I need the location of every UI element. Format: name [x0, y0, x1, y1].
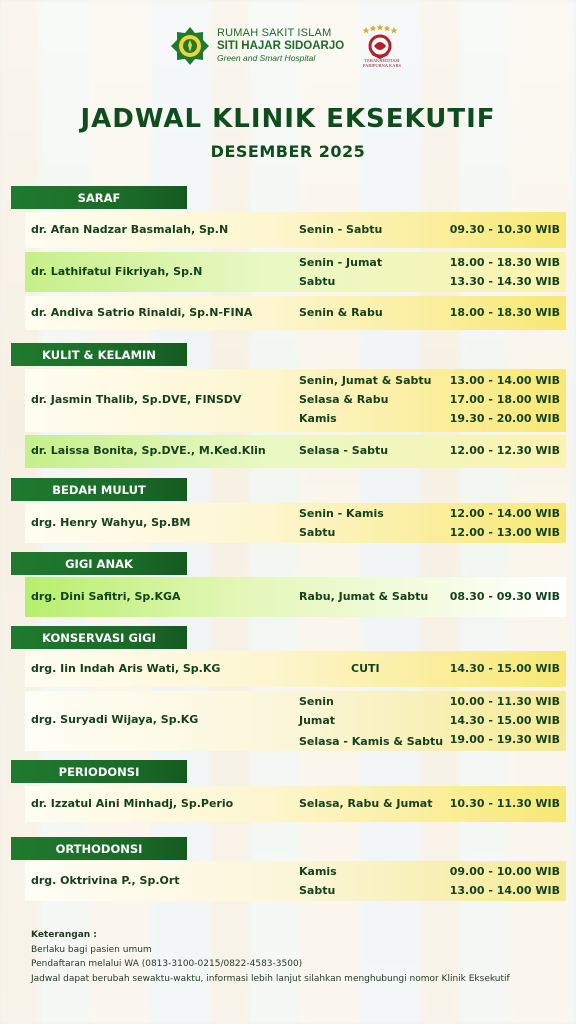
- schedule-row: [25, 296, 566, 330]
- schedule-day: Senin & Rabu: [299, 306, 383, 319]
- schedule-time: 12.00 - 13.00 WIB: [449, 526, 560, 539]
- schedule-time: 19.30 - 20.00 WIB: [449, 412, 560, 425]
- hospital-tagline: Green and Smart Hospital: [217, 53, 316, 63]
- notes-line: Berlaku bagi pasien umum: [31, 944, 152, 955]
- schedule-day: Senin - Jumat: [299, 256, 383, 269]
- page-title: JADWAL KLINIK EKSEKUTIF: [80, 104, 496, 134]
- doctor-name: dr. Andiva Satrio Rinaldi, Sp.N-FINA: [31, 306, 253, 319]
- schedule-day: Selasa - Sabtu: [299, 444, 389, 457]
- hospital-name-line1: RUMAH SAKIT ISLAM: [217, 27, 332, 39]
- schedule-row: [25, 212, 566, 248]
- schedule-row: [25, 369, 566, 432]
- schedule-day: Selasa & Rabu: [299, 393, 389, 406]
- schedule-time: 12.00 - 14.00 WIB: [449, 507, 560, 520]
- schedule-time: 14.30 - 15.00 WIB: [449, 714, 560, 727]
- doctor-name: dr. Jasmin Thalib, Sp.DVE, FINSDV: [31, 393, 242, 406]
- doctor-name: drg. Dini Safitri, Sp.KGA: [31, 590, 181, 603]
- schedule-day: Kamis: [299, 865, 337, 878]
- schedule-day: Senin, Jumat & Sabtu: [299, 374, 432, 387]
- doctor-name: drg. Henry Wahyu, Sp.BM: [31, 516, 191, 529]
- schedule-day: Senin - Sabtu: [299, 223, 383, 236]
- notes-heading: Keterangan :: [31, 930, 97, 940]
- doctor-name: dr. Izzatul Aini Minhadj, Sp.Perio: [31, 797, 234, 810]
- doctor-name: dr. Lathifatul Fikriyah, Sp.N: [31, 265, 203, 278]
- schedule-day: Selasa, Rabu & Jumat: [299, 797, 433, 810]
- doctor-name: dr. Afan Nadzar Basmalah, Sp.N: [31, 223, 229, 236]
- schedule-time: 09.30 - 10.30 WIB: [449, 223, 560, 236]
- section-header-gigi-anak: GIGI ANAK: [11, 552, 187, 575]
- schedule-day: CUTI: [351, 662, 380, 675]
- schedule-row: [25, 861, 566, 901]
- notes-block: [31, 928, 510, 986]
- schedule-row: [25, 252, 566, 292]
- schedule-row: [25, 786, 566, 822]
- schedule-day: Rabu, Jumat & Sabtu: [299, 590, 429, 603]
- section-header-orthodonsi: ORTHODONSI: [11, 837, 187, 860]
- section-header-kulit-kelamin: KULIT & KELAMIN: [11, 343, 187, 366]
- doctor-name: dr. Laissa Bonita, Sp.DVE., M.Ked.Klin: [31, 444, 266, 457]
- schedule-day: Sabtu: [299, 526, 336, 539]
- schedule-time: 13.00 - 14.00 WIB: [449, 374, 560, 387]
- schedule-time: 13.30 - 14.30 WIB: [449, 275, 560, 288]
- schedule-time: 08.30 - 09.30 WIB: [449, 590, 560, 603]
- notes-line: Jadwal dapat berubah sewaktu-waktu, informasi lebih lanjut silahkan menghubungi nomor Klinik Eksekutif: [31, 973, 510, 984]
- schedule-time: 13.00 - 14.00 WIB: [449, 884, 560, 897]
- section-header-konservasi-gigi: KONSERVASI GIGI: [11, 626, 187, 649]
- schedule-time: 17.00 - 18.00 WIB: [449, 393, 560, 406]
- schedule-time: 19.00 - 19.30 WIB: [449, 733, 560, 746]
- doctor-name: drg. Iin Indah Aris Wati, Sp.KG: [31, 662, 221, 675]
- schedule-day: Senin: [299, 695, 334, 708]
- schedule-time: 18.00 - 18.30 WIB: [449, 256, 560, 269]
- page-subtitle: DESEMBER 2025: [210, 142, 366, 161]
- schedule-day: Senin - Kamis: [299, 507, 384, 520]
- schedule-row: [25, 691, 566, 751]
- accreditation-text: TERAKREDITASI PARIPURNA KARS: [363, 58, 401, 68]
- schedule-row: [25, 577, 566, 617]
- hospital-emblem-icon: [170, 26, 210, 66]
- schedule-time: 10.00 - 11.30 WIB: [449, 695, 560, 708]
- schedule-day: Sabtu: [299, 884, 336, 897]
- schedule-row: [25, 435, 566, 468]
- schedule-time: 18.00 - 18.30 WIB: [449, 306, 560, 319]
- schedule-time: 10.30 - 11.30 WIB: [449, 797, 560, 810]
- hospital-name-block: [217, 27, 344, 63]
- doctor-name: drg. Suryadi Wijaya, Sp.KG: [31, 713, 199, 726]
- schedule-row: [25, 503, 566, 543]
- schedule-day: Jumat: [299, 714, 336, 727]
- section-header-saraf: SARAF: [11, 186, 187, 209]
- hospital-name-line2: SITI HAJAR SIDOARJO: [217, 40, 345, 52]
- schedule-day: Selasa - Kamis & Sabtu: [299, 735, 444, 748]
- schedule-time: 14.30 - 15.00 WIB: [449, 662, 560, 675]
- section-header-bedah-mulut: BEDAH MULUT: [11, 478, 187, 501]
- doctor-name: drg. Oktrivina P., Sp.Ort: [31, 874, 180, 887]
- schedule-time: 09.00 - 10.00 WIB: [449, 865, 560, 878]
- schedule-time: 12.00 - 12.30 WIB: [449, 444, 560, 457]
- notes-line: Pendaftaran melalui WA (0813-3100-0215/0822-4583-3500): [31, 959, 303, 969]
- schedule-day: Sabtu: [299, 275, 336, 288]
- schedule-day: Kamis: [299, 412, 337, 425]
- section-header-periodonsi: PERIODONSI: [11, 760, 187, 783]
- schedule-row: [25, 651, 566, 687]
